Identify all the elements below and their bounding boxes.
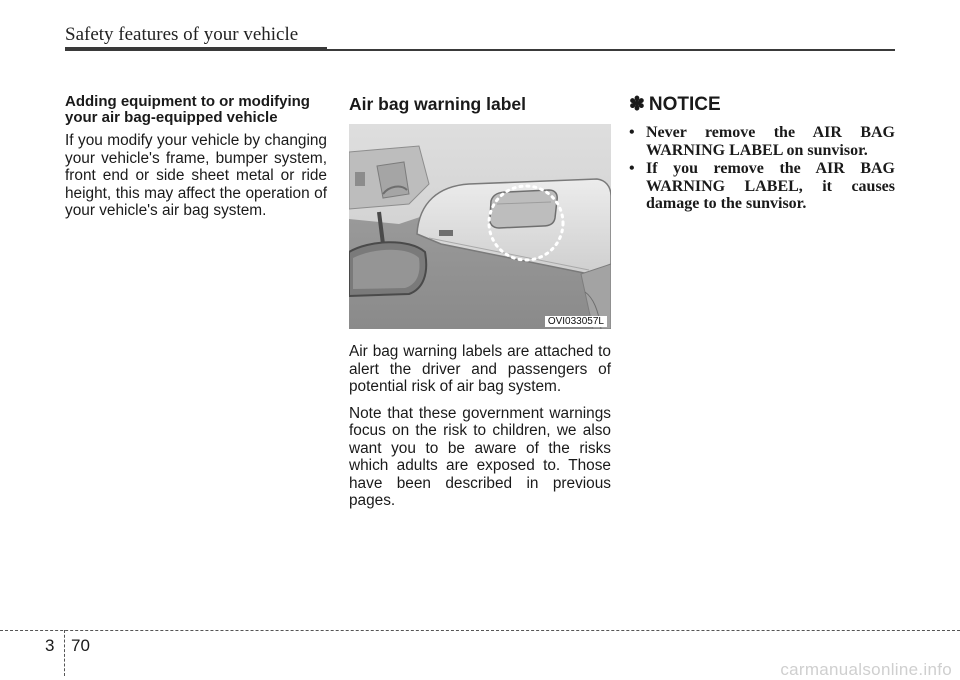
sunvisor-illustration xyxy=(349,124,611,329)
notice-heading xyxy=(629,94,895,116)
header-rule-thick xyxy=(65,47,327,51)
notice-item xyxy=(629,124,895,159)
chapter-number: 3 xyxy=(45,636,55,655)
page-footer xyxy=(0,622,960,679)
notice-item-text: Never remove the AIR BAG WARNING LABEL on sunvisor. xyxy=(646,124,895,159)
middle-column xyxy=(349,94,611,519)
page-number: 70 xyxy=(71,636,90,655)
notice-item xyxy=(629,160,895,213)
notice-list xyxy=(629,124,895,213)
figure-code: OVI033057L xyxy=(545,316,607,327)
page-header-title: Safety features of your vehicle xyxy=(65,24,299,45)
bullet-icon: • xyxy=(629,160,635,177)
footer-dashed-divider xyxy=(64,630,65,676)
notice-star-icon: ✽ xyxy=(629,94,645,115)
left-column xyxy=(65,94,327,229)
sunvisor-drawing xyxy=(349,124,611,329)
notice-title-text: NOTICE xyxy=(648,94,721,115)
airbag-label-section-title: Air bag warning label xyxy=(349,94,526,114)
modification-subheading: Adding equipment to or modifying your air bag-equipped vehicle xyxy=(65,93,310,126)
warning-label-paragraph: Air bag warning labels are attached to alert the driver and passengers of potential risk of air bag system. xyxy=(349,343,611,395)
bullet-icon: • xyxy=(629,124,635,141)
notice-column xyxy=(629,94,895,214)
notice-item-text: If you remove the AIR BAG WARNING LABEL, it causes damage to the sunvisor. xyxy=(646,160,895,212)
modification-paragraph: If you modify your vehicle by changing your vehicle's frame, bumper system, front end or side sheet metal or ride height, this may affect the operation of your vehicle's air bag system. xyxy=(65,132,327,219)
government-warnings-paragraph: Note that these government warnings focus on the risk to children, we also want you to be aware of the risks which adults are exposed to. Those have been described in previous pages. xyxy=(349,404,611,509)
footer-dashed-rule xyxy=(0,630,960,631)
watermark: carmanualsonline.info xyxy=(780,660,952,679)
header-rule-thin xyxy=(327,49,895,51)
